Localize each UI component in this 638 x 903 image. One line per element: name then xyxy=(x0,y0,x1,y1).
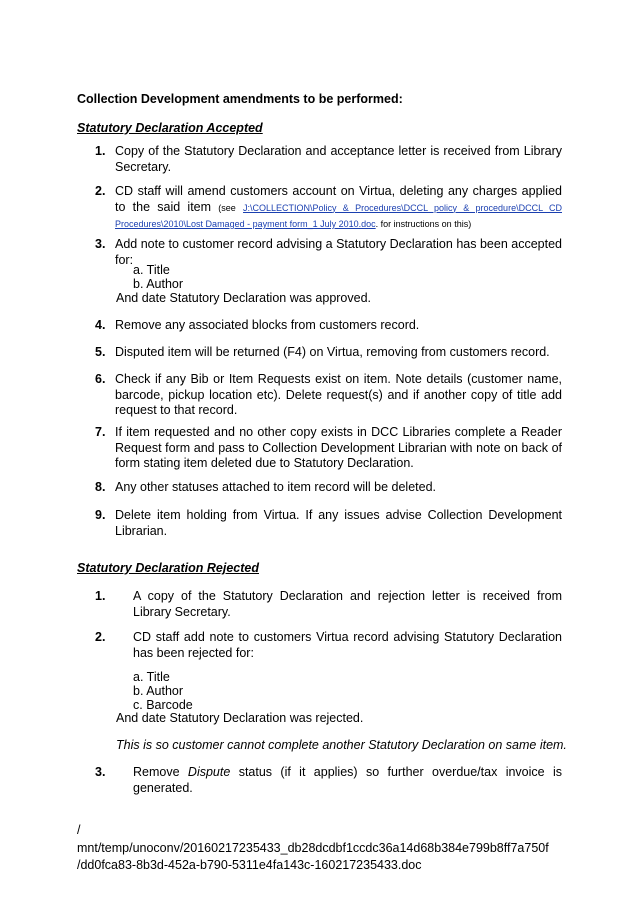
item-number: 1. xyxy=(95,589,106,603)
item-number: 6. xyxy=(95,372,106,386)
procedure-doc-link[interactable]: J:\COLLECTION\Policy & Procedures\DCCL policy & procedure\DCCL CD Procedures\2010\Lost Damaged - payment form_1 July 2010.doc xyxy=(115,202,562,229)
item-text: Disputed item will be returned (F4) on Virtua, removing from customers record. xyxy=(115,345,550,359)
footer-line: mnt/temp/unoconv/20160217235433_db28dcdbf1ccdc36a14d68b384e799b8ff7a750f xyxy=(77,840,549,855)
list-item: a. Title xyxy=(133,670,170,684)
italic-note: This is so customer cannot complete another Statutory Declaration on same item. xyxy=(116,738,567,752)
item-number: 1. xyxy=(95,144,106,158)
item-text: Remove any associated blocks from customers record. xyxy=(115,318,420,332)
footer-line: / xyxy=(77,823,81,837)
list-item: a. Title xyxy=(133,263,170,277)
approved-note: And date Statutory Declaration was approved. xyxy=(116,291,372,305)
item-text: CD staff will amend customers account on Virtua, deleting any charges applied to the said item (see J:\COLLECTION\Policy & Procedures\DCCL policy & procedure\DCCL CD Procedures\2010\Lost Damaged - payment form_1 July 2010.doc. for instructions on this) xyxy=(115,184,562,229)
rejected-sublist xyxy=(133,670,193,712)
item-number: 4. xyxy=(95,318,106,332)
list-item: b. Author xyxy=(133,684,184,698)
footer-line: /dd0fca83-8b3d-452a-b790-5311e4fa143c-160217235433.doc xyxy=(77,858,422,872)
accepted-section-title: Statutory Declaration Accepted xyxy=(77,121,263,135)
item-text: Copy of the Statutory Declaration and acceptance letter is received from Library Secretary. xyxy=(115,144,562,174)
item-text: Add note to customer record advising a Statutory Declaration has been accepted for: xyxy=(115,237,562,267)
item-number: 2. xyxy=(95,184,106,198)
item-text: A copy of the Statutory Declaration and rejection letter is received from Library Secretary. xyxy=(133,589,562,619)
item-number: 2. xyxy=(95,630,106,644)
list-item: c. Barcode xyxy=(133,698,193,712)
item-number: 3. xyxy=(95,765,106,779)
document-heading: Collection Development amendments to be performed: xyxy=(77,92,403,106)
item-number: 5. xyxy=(95,345,106,359)
item-number: 9. xyxy=(95,508,106,522)
item-text: Remove Dispute status (if it applies) so further overdue/tax invoice is generated. xyxy=(133,765,562,795)
item-number: 8. xyxy=(95,480,106,494)
item-number: 7. xyxy=(95,425,106,439)
item-number: 3. xyxy=(95,237,106,251)
rejected-note: And date Statutory Declaration was rejected. xyxy=(116,711,364,725)
accepted-sublist xyxy=(133,263,183,291)
item-text: If item requested and no other copy exists in DCC Libraries complete a Reader Request form and pass to Collection Development Librarian with note on back of form stating item deleted due to Statutory Declaration. xyxy=(115,425,562,470)
item-text: Check if any Bib or Item Requests exist on item. Note details (customer name, barcode, pickup location etc). Delete request(s) and if another copy of title add request to that record. xyxy=(115,372,562,417)
footer-file-path xyxy=(77,822,577,875)
list-item: b. Author xyxy=(133,277,184,291)
item-text: Any other statuses attached to item record will be deleted. xyxy=(115,480,437,494)
item-text: CD staff add note to customers Virtua record advising Statutory Declaration has been rejected for: xyxy=(133,630,562,660)
rejected-section-title: Statutory Declaration Rejected xyxy=(77,561,259,575)
item-text: Delete item holding from Virtua. If any issues advise Collection Development Librarian. xyxy=(115,508,562,538)
